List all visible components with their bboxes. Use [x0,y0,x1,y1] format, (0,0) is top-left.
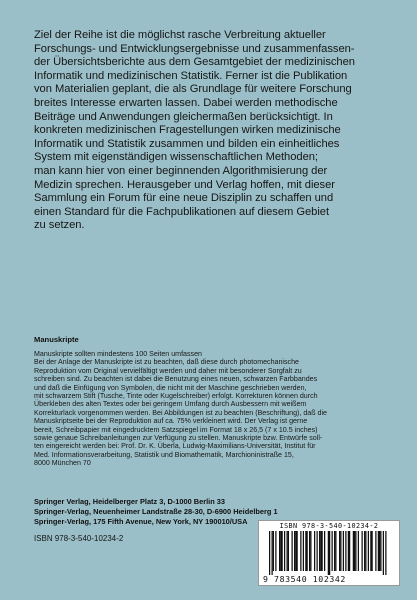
manuscripts-line: schreiben sind. Zu beachten ist dabei die Benutzung eines neuen, schwarzen Farbbandes [34,375,318,384]
intro-line: System mit eigenständigen wissenschaftlichen Methoden; [34,151,318,164]
manuscripts-line: Med. Informationsverarbeitung, Statistik und Biomathematik, Marchioninistraße 15, [34,450,294,459]
intro-line: zu setzen. [34,219,85,232]
intro-line: Informatik und Statistik zusammen und bilden ein einheitliches [34,137,340,150]
manuscripts-line: und daß die Einfügung von Symbolen, die nicht mit der Maschine geschrieben werden, [34,383,307,392]
barcode [258,520,400,586]
manuscripts-text [34,350,394,468]
manuscripts-line: Korrekturlack vorgenommen werden. Bei Abbildungen ist zu beachten (Beschriftung), daß die [34,408,327,417]
manuscripts-line: sowie genaue Schreibanleitungen zur Verfügung zu stellen. Manuskripte bzw. Entwürfe soll- [34,434,323,443]
intro-line: einen Standard für die Fachpublikationen auf diesem Gebiet [34,205,330,218]
isbn-number: ISBN 978-3-540-10234-2 [34,534,124,543]
intro-line: Ziel der Reihe ist die möglichst rasche Verbreitung aktueller [34,29,326,41]
intro-line: Forschungs- und Entwicklungsergebnisse und zusammenfassen- [34,42,355,55]
series-description [34,29,406,233]
intro-line: der Übersichtsberichte aus dem Gesamtgebiet der medizinischen [34,56,355,69]
publisher-line: Springer-Verlag, 175 Fifth Avenue, New York, NY 190010/USA [34,516,248,526]
intro-line: Beiträge und Anwendungen gleichermaßen berücksichtigt. In [34,110,333,123]
manuscripts-section [34,335,394,468]
manuscripts-line: mit schwarzem Stift (Tusche, Tinte oder Kugelschreiber) erfolgt. Korrekturen können durch [34,392,318,401]
manuscripts-line: 8000 München 70 [34,459,91,468]
intro-line: man kann hier von einer beginnenden Algorithmisierung der [34,164,328,177]
intro-line: breites Interesse erwarten lassen. Dabei werden methodische [34,96,338,109]
publisher-line: Springer-Verlag, Neuenheimer Landstraße 28-30, D-6900 Heidelberg 1 [34,506,278,516]
intro-line: Medizin sprechen. Herausgeber und Verlag hoffen, mit dieser [34,178,335,191]
manuscripts-line: Bei der Anlage der Manuskripte ist zu beachten, daß diese durch photomechanische [34,358,299,367]
manuscripts-line: Überkleben des alten Textes oder bei geringem Umfang durch Ausbessern mit weißem [34,400,307,409]
manuscripts-line: ten eingereicht werden bei: Prof. Dr. K. Überla, Ludwig-Maximilians-Universität, Institut für [34,442,316,451]
intro-line: Sammlung ein Forum für eine neue Disziplin zu schaffen und [34,192,334,205]
manuscripts-line: bereit, Schreibpapier mit eingedrucktem Satzspiegel im Format 18 x 26,5 (7 x 10.5 inches) [34,425,318,434]
barcode-isbn-label: ISBN 978-3-540-10234-2 [279,522,379,530]
intro-line: Informatik und medizinischen Statistik. Ferner ist die Publikation [34,69,348,82]
section-title: Manuskripte [34,335,79,344]
intro-line: konkreten medizinischen Fragestellungen wirken medizinische [34,124,341,137]
manuscripts-line: Manuskriptseite bei der Reproduktion auf ca. 75% verkleinert wird. Der Verlag ist gerne [34,417,308,426]
intro-line: von Materialien geplant, die als Grundlage für weitere Forschung [34,83,352,96]
publisher-line: Springer Verlag, Heidelberger Platz 3, D-1000 Berlin 33 [34,497,226,506]
manuscripts-first-line: Manuskripte sollten mindestens 100 Seiten umfassen [34,350,202,358]
barcode-digits: 9 783540 102342 [263,574,346,584]
manuscripts-line: Reproduktion vom Original vervielfältigt werden und daher mit besonderer Sorgfalt zu [34,366,302,375]
barcode-bars [269,531,389,575]
